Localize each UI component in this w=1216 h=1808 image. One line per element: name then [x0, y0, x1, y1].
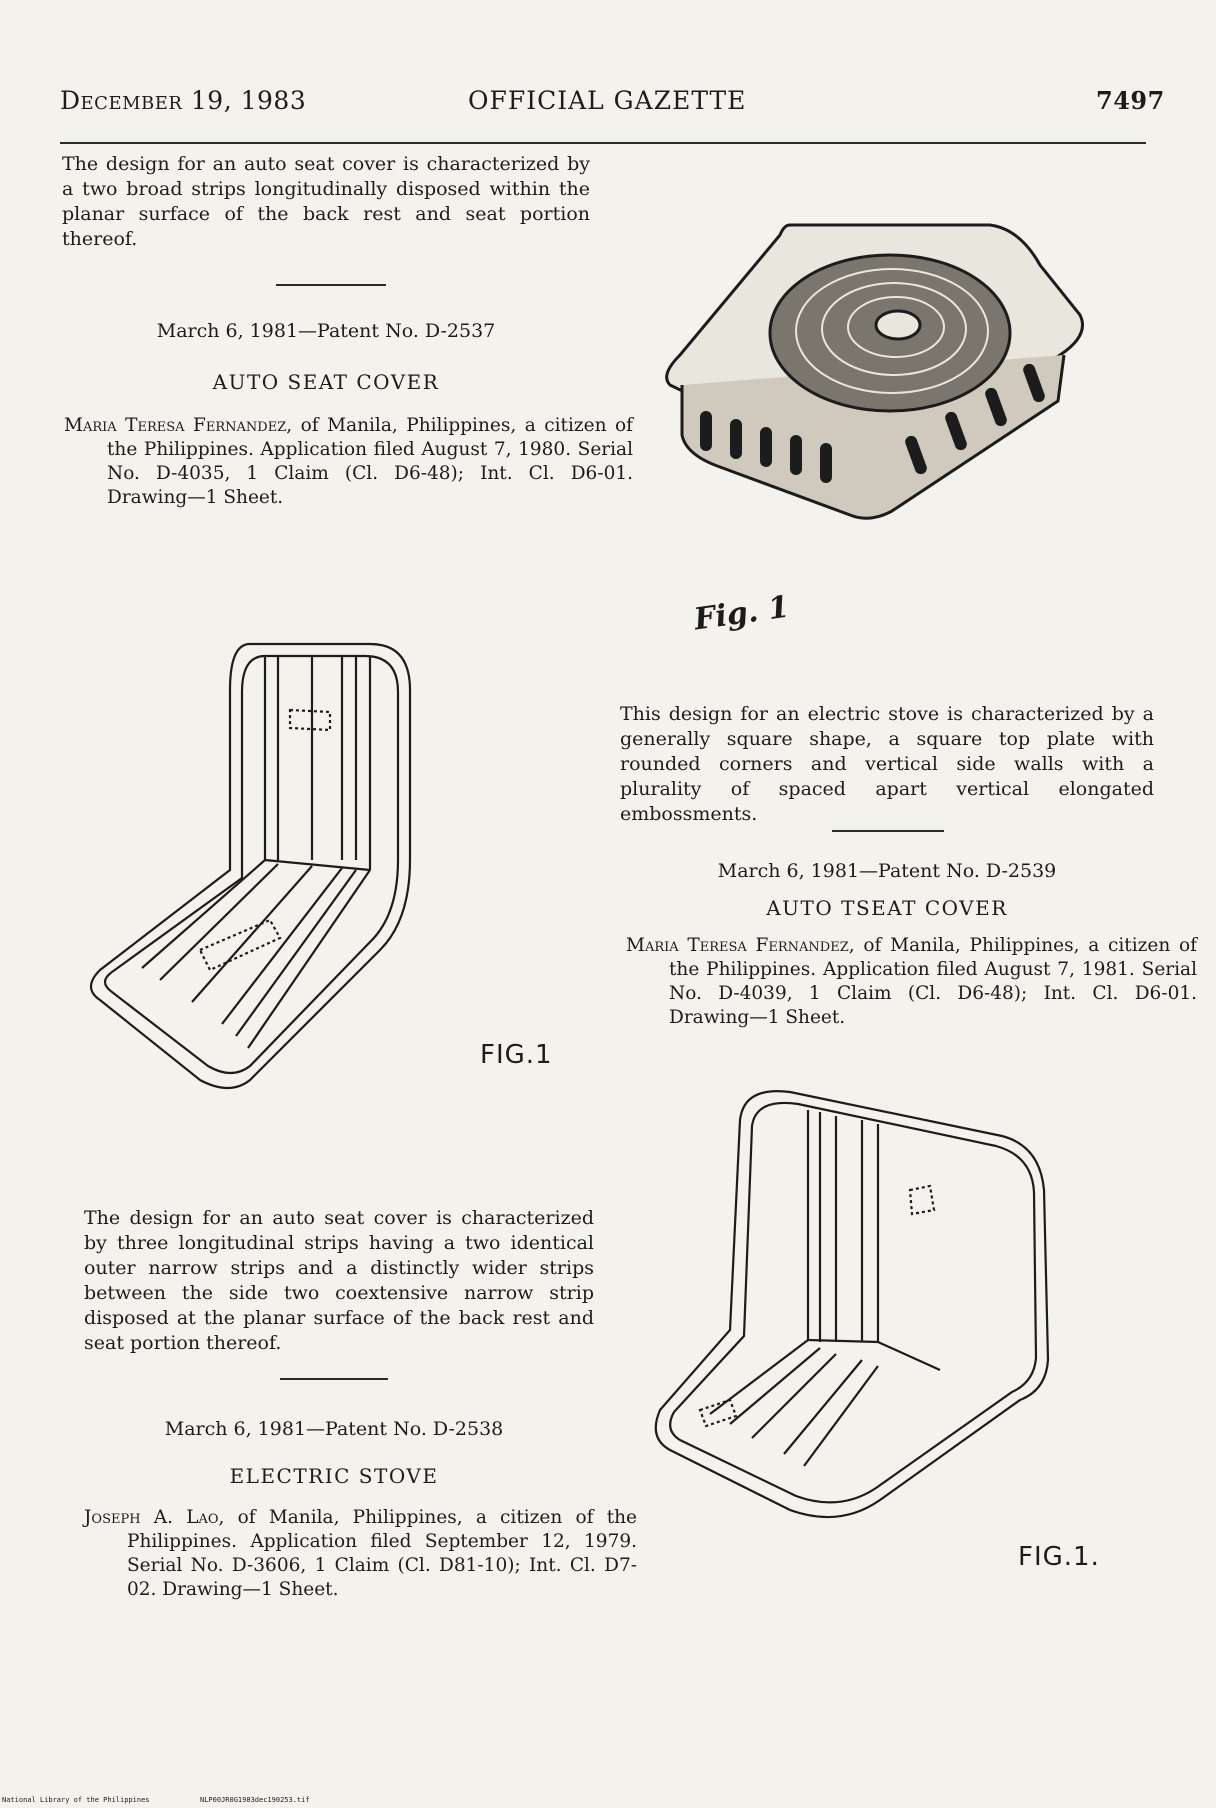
figure-label-stove: Fig. 1: [692, 589, 792, 638]
inventor-name: Maria Teresa Fernandez: [626, 935, 849, 956]
inventor-details: , of Manila, Philippines, a citizen of the Philippines. Application filed September 12, 1979. Serial No. D-3606, 1 Claim (Cl. D81-10); Int. Cl. D7-02. Drawing—1 Sheet.: [127, 1507, 637, 1600]
figure-label-seat-cover-2: FIG.1.: [1018, 1542, 1100, 1572]
intro-paragraph: The design for an auto seat cover is characterized by a two broad strips longitudinally disposed within the planar surface of the back rest and seat portion thereof.: [62, 153, 590, 250]
separator-rule: [280, 1378, 388, 1380]
title-electric-stove: ELECTRIC STOVE: [229, 1464, 439, 1488]
stove-description: This design for an electric stove is characterized by a generally square shape, a square top plate with rounded corners and vertical side walls with a plurality of spaced apart vertical elongated embossments.: [620, 703, 1154, 825]
seat-cover-description: The design for an auto seat cover is characterized by three longitudinal strips having a two identical outer narrow strips and a distinctly wider strips between the side two coextensive narrow strip disposed at the planar surface of the back rest and seat portion thereof.: [84, 1207, 594, 1354]
inventor-name: Maria Teresa Fernandez: [64, 415, 287, 436]
header-date: December 19, 1983: [60, 86, 307, 115]
auto-seat-cover-drawing-2: [640, 1080, 1110, 1550]
inventor-block-d2538: [84, 1506, 637, 1602]
separator-rule: [276, 284, 386, 286]
patent-line-d2539: March 6, 1981—Patent No. D-2539: [717, 860, 1057, 882]
inventor-block-d2537: [64, 414, 633, 510]
inventor-details: , of Manila, Philippines, a citizen of the Philippines. Application filed August 7, 1981. Serial No. D-4039, 1 Claim (Cl. D6-48); Int. Cl. D6-01. Drawing—1 Sheet.: [669, 935, 1197, 1028]
electric-stove-drawing: [660, 205, 1100, 545]
footer-filename: NLP00JR0G1983dec190253.tif: [200, 1796, 310, 1804]
auto-seat-cover-drawing: [80, 620, 520, 1100]
separator-rule: [832, 830, 944, 832]
page-number: 7497: [1096, 86, 1165, 115]
footer-library: National Library of the Philippines: [2, 1796, 150, 1804]
patent-line-d2537: March 6, 1981—Patent No. D-2537: [156, 320, 496, 342]
patent-line-d2538: March 6, 1981—Patent No. D-2538: [164, 1418, 504, 1440]
inventor-block-d2539: [626, 934, 1197, 1030]
inventor-name: Joseph A. Lao: [84, 1507, 219, 1528]
figure-label-seat-cover: FIG.1: [480, 1040, 553, 1070]
inventor-details: , of Manila, Philippines, a citizen of the Philippines. Application filed August 7, 1980. Serial No. D-4035, 1 Claim (Cl. D6-48); Int. Cl. D6-01. Drawing—1 Sheet.: [107, 415, 633, 508]
title-auto-tseat-cover: AUTO TSEAT COVER: [766, 896, 1008, 920]
header-rule: [60, 142, 1146, 144]
publication-title: OFFICIAL GAZETTE: [468, 86, 747, 115]
title-auto-seat-cover: AUTO SEAT COVER: [212, 370, 440, 394]
